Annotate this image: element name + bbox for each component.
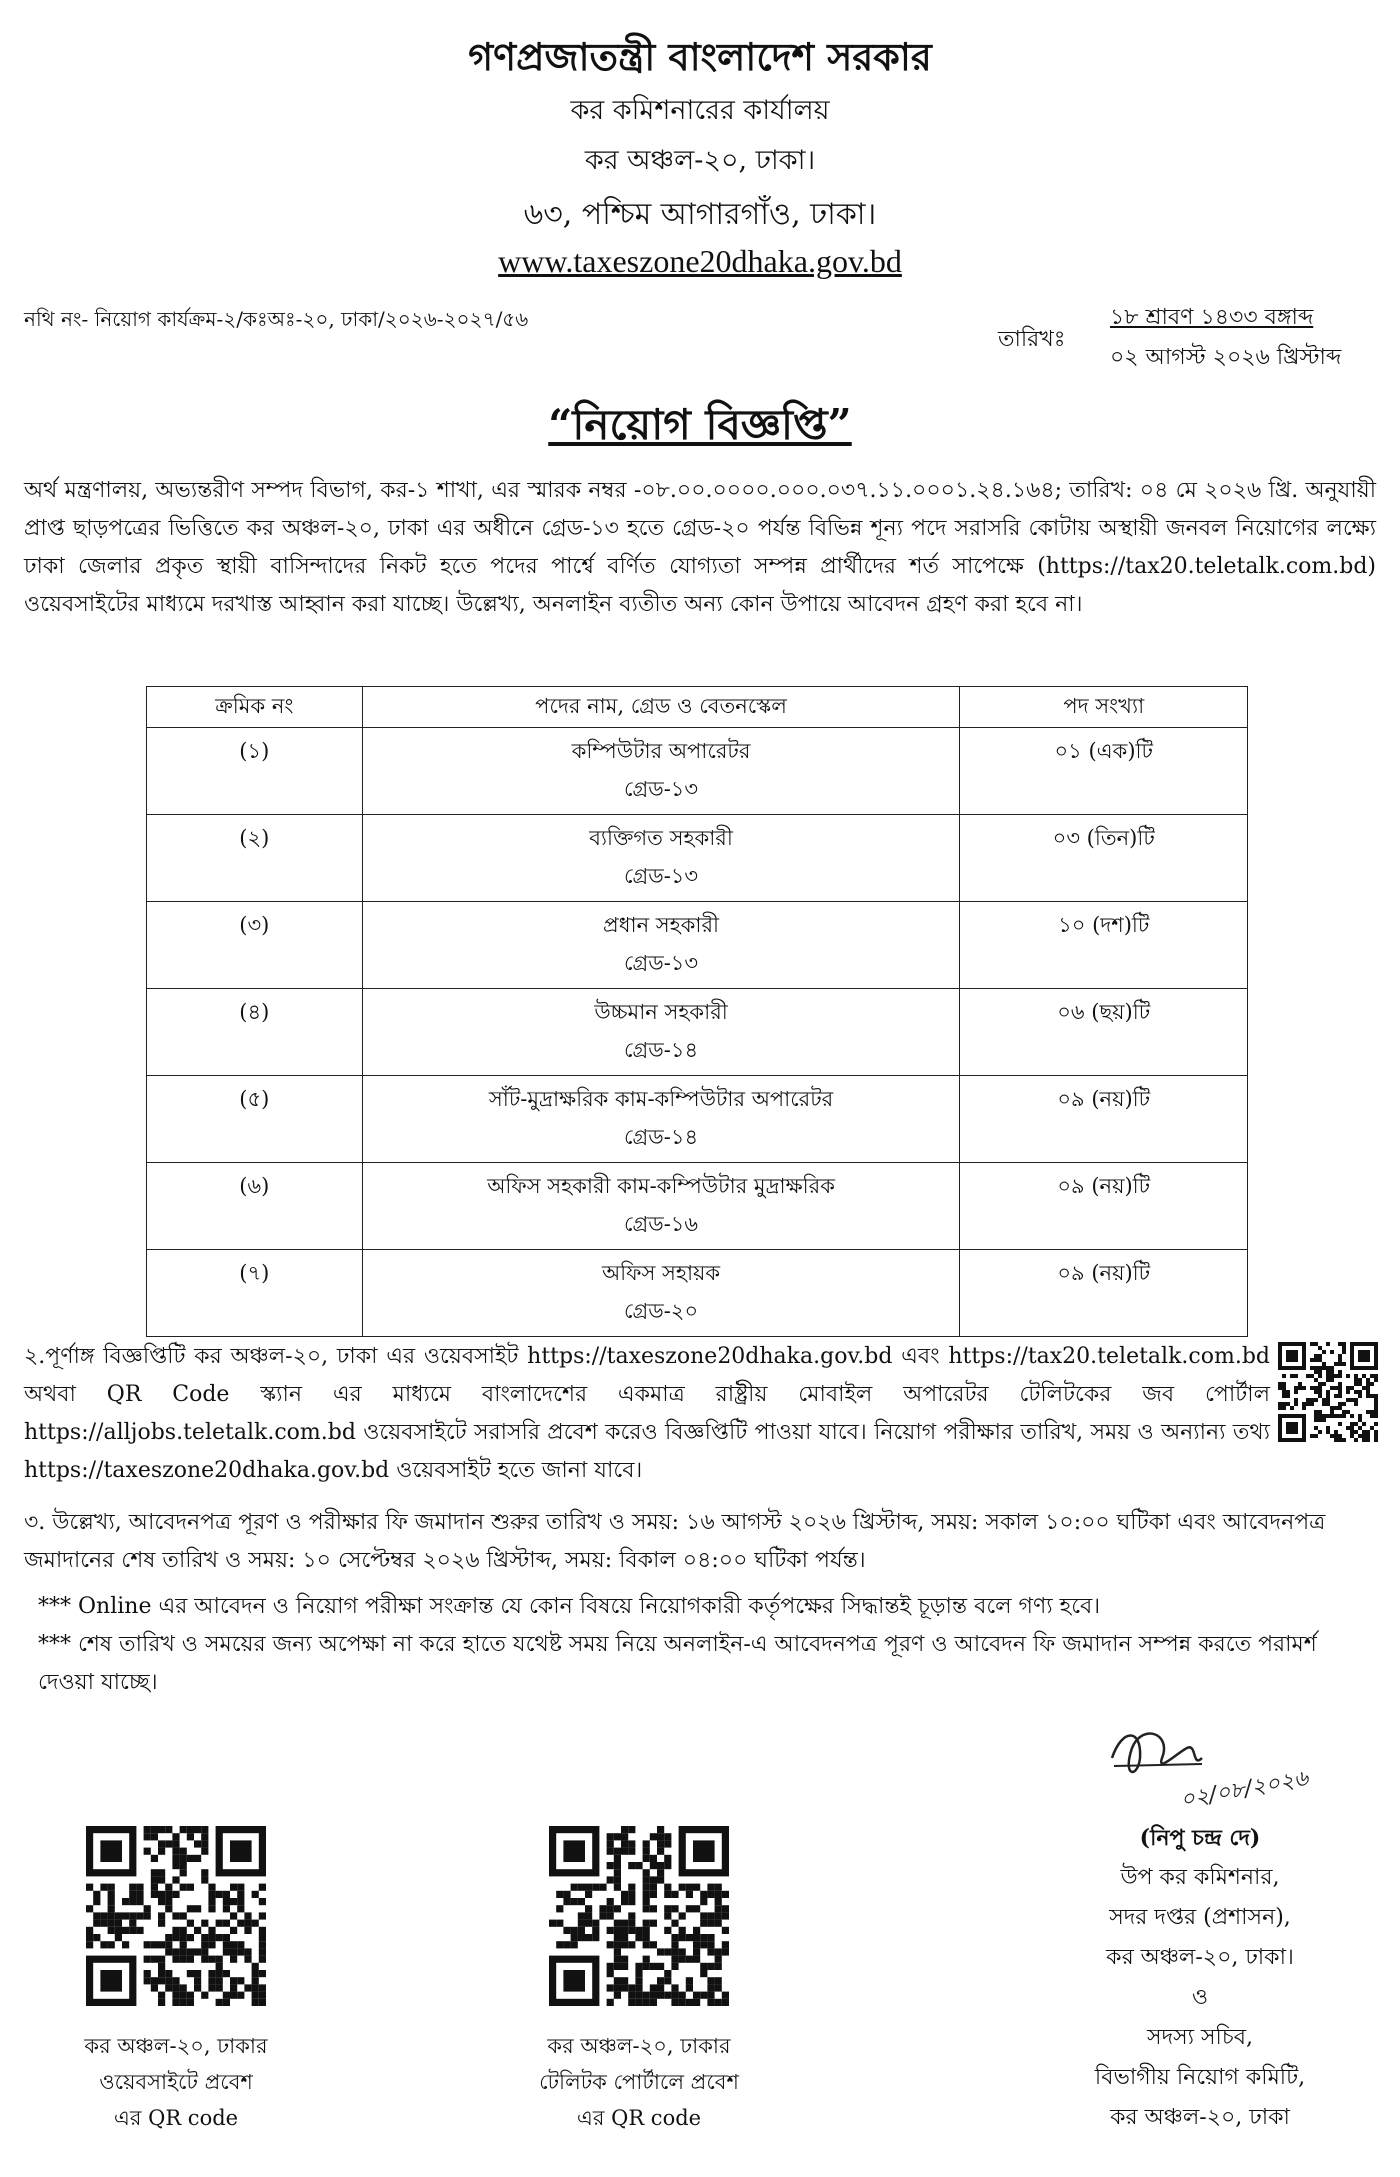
header-post: পদের নাম, গ্রেড ও বেতনস্কেল — [362, 687, 960, 728]
website-link[interactable]: www.taxeszone20dhaka.gov.bd — [498, 243, 902, 279]
row-post-cell — [362, 902, 960, 989]
signature-icon — [1102, 1718, 1332, 1818]
row-serial: (৫) — [147, 1076, 363, 1163]
row-grade: গ্রেড-২০ — [623, 1299, 699, 1323]
note-decision-final: *** Online এর আবেদন ও নিয়োগ পরীক্ষা সংক্রান্ত যে কোন বিষয়ে নিয়োগকারী কর্তৃপক্ষের সিদ্ধান্তই চূড়ান্ত বলে গণ্য হবে। — [38, 1594, 1101, 1619]
table-row — [147, 1250, 1248, 1337]
office-address: ৬৩, পশ্চিম আগারগাঁও, ঢাকা। — [523, 197, 877, 232]
zone-name: কর অঞ্চল-২০, ঢাকা। — [584, 145, 816, 176]
row-count: ০৯ (নয়)টি — [960, 1250, 1248, 1337]
qr-website-caption-line1: কর অঞ্চল-২০, ঢাকার — [84, 2034, 268, 2058]
signatory-line: কর অঞ্চল-২০, ঢাকা। — [1106, 1945, 1294, 1970]
row-post: প্রধান সহকারী — [603, 913, 720, 937]
date-bangla: ১৮ শ্রাবণ ১৪৩৩ বঙ্গাব্দ — [1110, 305, 1314, 330]
qr-website-caption-line2: ওয়েবসাইটে প্রবেশ — [99, 2070, 253, 2094]
row-post: অফিস সহকারী কাম-কম্পিউটার মুদ্রাক্ষরিক — [487, 1174, 835, 1198]
row-serial: (৩) — [147, 902, 363, 989]
qr-teletalk-caption-line1: কর অঞ্চল-২০, ঢাকার — [547, 2034, 731, 2058]
table-row — [147, 902, 1248, 989]
row-grade: গ্রেড-১৬ — [624, 1212, 699, 1236]
paragraph-2: ২.পূর্ণাঙ্গ বিজ্ঞপ্তিটি কর অঞ্চল-২০, ঢাকা এর ওয়েবসাইট https://taxeszone20dhaka.gov.bd এবং https://tax20.teletalk.com.bd অথবা QR Code স্ক্যান এর মাধ্যমে বাংলাদেশের একমাত্র রাষ্ট্রীয় মোবাইল অপারেটর টেলিটকের জব পোর্টাল https://alljobs.teletalk.com.bd ওয়েবসাইটে সরাসরি প্রবেশ করেও বিজ্ঞপ্তিটি পাওয়া যাবে। নিয়োগ পরীক্ষার তারিখ, সময় ও অন্যান্য তথ্য https://taxeszone20dhaka.gov.bd ওয়েবসাইট হতে জানা যাবে। — [24, 1344, 1270, 1483]
row-post-cell — [362, 1163, 960, 1250]
row-serial: (২) — [147, 815, 363, 902]
row-post-cell — [362, 815, 960, 902]
signatory-line: সদস্য সচিব, — [1147, 2025, 1253, 2050]
table-row — [147, 989, 1248, 1076]
signatory-line: কর অঞ্চল-২০, ঢাকা — [1110, 2105, 1290, 2130]
row-grade: গ্রেড-১৩ — [624, 864, 699, 888]
posts-table — [146, 686, 1248, 1337]
row-grade: গ্রেড-১৩ — [624, 951, 699, 975]
office-name: কর কমিশনারের কার্যালয় — [570, 95, 830, 126]
signature-date: ০২/০৮/২০২৬ — [1178, 1766, 1311, 1814]
header-serial: ক্রমিক নং — [147, 687, 363, 728]
row-count: ০১ (এক)টি — [960, 728, 1248, 815]
website-heading — [0, 243, 1400, 280]
qr-code-portal-icon[interactable] — [1278, 1342, 1378, 1442]
government-title: গণপ্রজাতন্ত্রী বাংলাদেশ সরকার — [468, 34, 932, 79]
row-post: উচ্চমান সহকারী — [594, 1000, 728, 1024]
date-label: তারিখঃ — [998, 327, 1066, 352]
row-count: ০৩ (তিন)টি — [960, 815, 1248, 902]
row-post-cell — [362, 989, 960, 1076]
row-post: সাঁট-মুদ্রাক্ষরিক কাম-কম্পিউটার অপারেটর — [488, 1087, 834, 1111]
signatory-line: বিভাগীয় নিয়োগ কমিটি, — [1094, 2065, 1306, 2090]
row-count: ০৯ (নয়)টি — [960, 1163, 1248, 1250]
signatory-line: উপ কর কমিশনার, — [1120, 1865, 1280, 1890]
row-grade: গ্রেড-১৪ — [624, 1038, 699, 1062]
table-row — [147, 728, 1248, 815]
row-post-cell — [362, 1250, 960, 1337]
notice-title — [0, 392, 1400, 463]
row-serial: (৪) — [147, 989, 363, 1076]
row-serial: (৬) — [147, 1163, 363, 1250]
row-serial: (৭) — [147, 1250, 363, 1337]
row-post: অফিস সহায়ক — [601, 1261, 721, 1285]
qr-teletalk-caption — [483, 2028, 795, 2136]
qr-website-caption-line3: এর QR code — [113, 2106, 239, 2130]
table-row — [147, 815, 1248, 902]
qr-code-website-icon[interactable] — [86, 1826, 266, 2006]
table-row — [147, 1076, 1248, 1163]
intro-paragraph: অর্থ মন্ত্রণালয়, অভ্যন্তরীণ সম্পদ বিভাগ, কর-১ শাখা, এর স্মারক নম্বর -০৮.০০.০০০০.০০০.০৩৭.১১.০০০১.২৪.১৬৪; তারিখ: ০৪ মে ২০২৬ খ্রি. অনুযায়ী প্রাপ্ত ছাড়পত্রের ভিত্তিতে কর অঞ্চল-২০, ঢাকা এর অধীনে গ্রেড-১৩ হতে গ্রেড-২০ পর্যন্ত বিভিন্ন শূন্য পদে সরাসরি কোটায় অস্থায়ী জনবল নিয়োগের লক্ষ্যে ঢাকা জেলার প্রকৃত স্থায়ী বাসিন্দাদের নিকট হতে পদের পার্শ্বে বর্ণিত যোগ্যতা সম্পন্ন প্রার্থীদের শর্ত সাপেক্ষে (https://tax20.teletalk.com.bd) ওয়েবসাইটের মাধ্যমে দরখাস্ত আহ্বান করা যাচ্ছে। উল্লেখ্য, অনলাইন ব্যতীত অন্য কোন উপায়ে আবেদন গ্রহণ করা হবে না। — [24, 478, 1376, 617]
row-grade: গ্রেড-১৪ — [624, 1125, 699, 1149]
row-serial: (১) — [147, 728, 363, 815]
signatory-block — [1020, 1858, 1380, 2138]
signatory-line: ও — [1191, 1985, 1209, 2010]
paragraph-3: ৩. উল্লেখ্য, আবেদনপত্র পূরণ ও পরীক্ষার ফি জমাদান শুরুর তারিখ ও সময়: ১৬ আগস্ট ২০২৬ খ্রিস্টাব্দ, সময়: সকাল ১০:০০ ঘটিকা এবং আবেদনপত্র জমাদানের শেষ তারিখ ও সময়: ১০ সেপ্টেম্বর ২০২৬ খ্রিস্টাব্দ, সময়: বিকাল ০৪:০০ ঘটিকা পর্যন্ত। — [24, 1510, 1326, 1573]
signatory-name: (নিপু চন্দ্র দে) — [1139, 1825, 1261, 1851]
notice-title-text: “নিয়োগ বিজ্ঞপ্তি” — [548, 400, 852, 449]
row-post-cell — [362, 1076, 960, 1163]
qr-code-teletalk-icon[interactable] — [549, 1826, 729, 2006]
row-count: ০৬ (ছয়)টি — [960, 989, 1248, 1076]
table-row — [147, 1163, 1248, 1250]
row-count: ১০ (দশ)টি — [960, 902, 1248, 989]
row-post: কম্পিউটার অপারেটর — [571, 739, 751, 763]
row-grade: গ্রেড-১৩ — [624, 777, 699, 801]
row-post-cell — [362, 728, 960, 815]
row-post: ব্যক্তিগত সহকারী — [589, 826, 733, 850]
table-header-row — [147, 687, 1248, 728]
qr-teletalk-caption-line2: টেলিটক পোর্টালে প্রবেশ — [539, 2070, 739, 2094]
qr-teletalk-caption-line3: এর QR code — [576, 2106, 702, 2130]
signatory-line: সদর দপ্তর (প্রশাসন), — [1109, 1905, 1291, 1930]
memo-number: নথি নং- নিয়োগ কার্যক্রম-২/কঃঅঃ-২০, ঢাকা/২০২৬-২০২৭/৫৬ — [24, 307, 529, 331]
qr-website-caption — [20, 2028, 332, 2136]
row-count: ০৯ (নয়)টি — [960, 1076, 1248, 1163]
header-count: পদ সংখ্যা — [960, 687, 1248, 728]
note-apply-early: *** শেষ তারিখ ও সময়ের জন্য অপেক্ষা না করে হাতে যথেষ্ট সময় নিয়ে অনলাইন-এ আবেদনপত্র পূরণ ও আবেদন ফি জমাদান সম্পন্ন করতে পরামর্শ দেওয়া যাচ্ছে। — [38, 1632, 1317, 1695]
date-gregorian: ০২ আগস্ট ২০২৬ খ্রিস্টাব্দ — [1110, 345, 1342, 370]
